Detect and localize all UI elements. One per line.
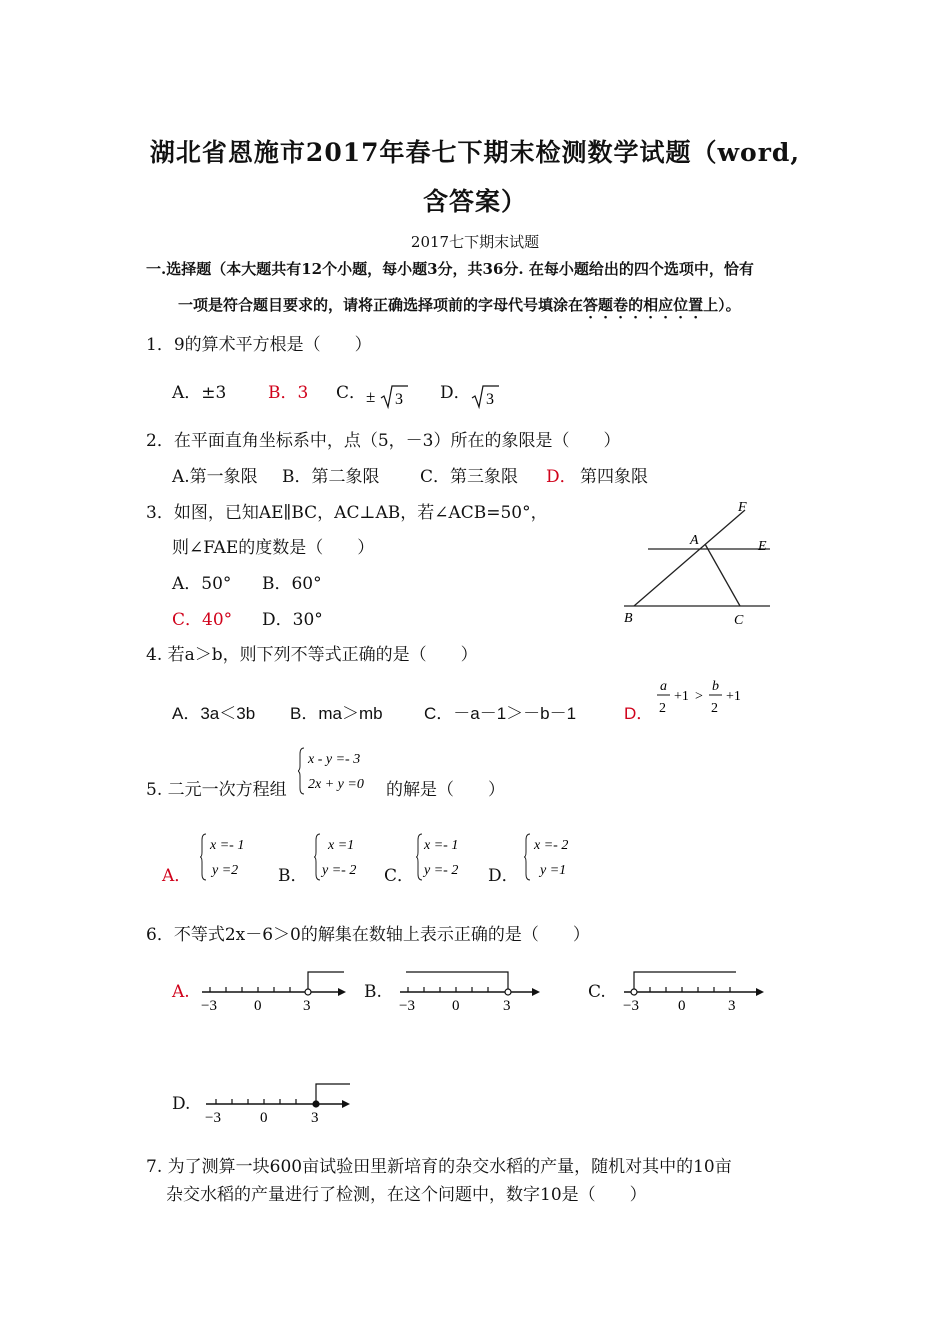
line-bf xyxy=(634,510,745,606)
q4-option-c: C．－a－1＞－b－1 xyxy=(424,704,577,723)
q1-stem: 1．9的算术平方根是（ ） xyxy=(146,335,372,355)
q6-option-c-label: C. xyxy=(588,982,606,1002)
equation-2: y =- 2 xyxy=(322,863,357,878)
number-line xyxy=(198,968,348,1014)
tick-label-0: 0 xyxy=(678,998,686,1014)
q5-option-a-system xyxy=(200,832,270,886)
tick-label-3: 3 xyxy=(728,998,736,1014)
arrow-head xyxy=(756,988,764,996)
q6-option-d-numberline xyxy=(202,1080,354,1130)
q1-option-d-expr xyxy=(470,382,504,414)
emphasis-char: 答 xyxy=(583,296,599,314)
greater-sign: > xyxy=(695,689,703,704)
tick-label-0: 0 xyxy=(452,998,460,1014)
q1-option-a: A．±3 xyxy=(172,383,227,403)
tick-label-neg3: −3 xyxy=(623,998,639,1014)
number-line xyxy=(202,1080,354,1126)
q3-option-a: A．50° xyxy=(172,574,232,594)
tick-label-3: 3 xyxy=(311,1110,319,1126)
denominator: 2 xyxy=(711,701,718,716)
equation-2: y =2 xyxy=(212,863,239,878)
section-heading-line1: 一.选择题（本大题共有12个小题，每小题3分，共36分. 在每小题给出的四个选项中，恰有 xyxy=(146,260,754,278)
tick-label-neg3: −3 xyxy=(205,1110,221,1126)
label-b: B xyxy=(624,611,633,626)
equation-system xyxy=(298,746,388,796)
plus-one: +1 xyxy=(726,689,741,704)
q5-option-c-label: C． xyxy=(384,866,415,886)
section-heading-part-a: 一项是符合题目要求的，请将正确选择项前的字母代号填涂在 xyxy=(178,296,584,314)
open-dot xyxy=(305,989,311,995)
page-title-line2: 含答案） xyxy=(422,187,527,216)
q2-option-b: B．第二象限 xyxy=(282,467,380,487)
q5-option-b-system xyxy=(314,832,384,886)
label-f: F xyxy=(738,500,747,515)
tick-label-3: 3 xyxy=(303,998,311,1014)
open-dot xyxy=(505,989,511,995)
q5-option-c-system xyxy=(416,832,486,886)
equation-1: x =- 1 xyxy=(210,838,245,853)
q6-option-a-numberline xyxy=(198,968,348,1018)
q1-option-d-label: D． xyxy=(440,383,471,403)
q6-option-b-numberline xyxy=(396,968,546,1018)
q3-stem-line2: 则∠FAE的度数是（ ） xyxy=(172,538,375,558)
label-e: E xyxy=(758,539,767,554)
ticks xyxy=(210,987,290,992)
q7-line1: 7. 为了测算一块600亩试验田里新培育的杂交水稻的产量，随机对其中的10亩 xyxy=(146,1157,732,1177)
q5-option-a-label: A． xyxy=(162,866,192,886)
emphasis-char: 题 xyxy=(598,296,614,314)
q6-option-d-label: D. xyxy=(172,1094,191,1114)
q6-stem: 6．不等式2x－6＞0的解集在数轴上表示正确的是（ ） xyxy=(146,925,590,945)
geometry-diagram xyxy=(620,496,780,632)
ticks xyxy=(216,1099,296,1104)
q4-option-d-expr xyxy=(654,676,754,724)
open-dot xyxy=(631,989,637,995)
emphasis-char: 位 xyxy=(673,296,689,314)
brace xyxy=(200,834,206,880)
brace xyxy=(314,834,320,880)
q3-option-c: C．40° xyxy=(172,610,233,630)
closed-dot xyxy=(313,1101,319,1107)
q2-option-d-text: 第四象限 xyxy=(580,467,648,487)
equation-2: y =1 xyxy=(540,863,567,878)
ticks xyxy=(650,987,730,992)
equation-1: x =- 2 xyxy=(534,838,569,853)
equation-system xyxy=(524,832,594,882)
equation-2: y =- 2 xyxy=(424,863,459,878)
tick-label-neg3: −3 xyxy=(201,998,217,1014)
q3-option-d: D．30° xyxy=(262,610,323,630)
solution-bracket xyxy=(316,1084,350,1104)
q7-line2: 杂交水稻的产量进行了检测，在这个问题中，数字10是（ ） xyxy=(166,1185,647,1205)
page-subtitle: 2017七下期末试题 xyxy=(410,233,540,251)
denominator: 2 xyxy=(659,701,666,716)
equation-system xyxy=(314,832,384,882)
plus-minus-sign: ± xyxy=(366,387,376,406)
page-title-line1: 湖北省恩施市2017年春七下期末检测数学试题（word, xyxy=(149,138,801,167)
brace xyxy=(524,834,530,880)
q1-option-c-expr xyxy=(364,382,414,414)
q4-stem: 4. 若a＞b，则下列不等式正确的是（ ） xyxy=(146,645,478,665)
brace xyxy=(416,834,422,880)
solution-bracket xyxy=(406,972,508,992)
equation-system xyxy=(200,832,270,882)
tick-label-0: 0 xyxy=(254,998,262,1014)
emphasis-char: 的 xyxy=(628,296,644,314)
sqrt-expression xyxy=(364,382,414,410)
emphasis-char: 卷 xyxy=(613,296,629,314)
tick-label-3: 3 xyxy=(503,998,511,1014)
equation-2: 2x + y =0 xyxy=(308,777,364,792)
q3-stem-line1: 3．如图，已知AE∥BC，AC⊥AB，若∠ACB=50°， xyxy=(146,503,548,523)
section-heading-part-b: 上）。 xyxy=(703,296,741,314)
q2-option-d-label: D． xyxy=(546,467,577,487)
line-ac xyxy=(705,544,740,606)
number-line xyxy=(620,968,770,1014)
tick-label-0: 0 xyxy=(260,1110,268,1126)
q5-system xyxy=(298,746,388,800)
q6-option-b-label: B. xyxy=(364,982,382,1002)
numerator-a: a xyxy=(660,679,667,694)
q5-option-d-system xyxy=(524,832,594,886)
q1-option-b: B．3 xyxy=(268,383,309,403)
q6-option-a-label: A. xyxy=(172,982,190,1002)
emphasis-char: 置 xyxy=(688,296,704,314)
equation-1: x - y =- 3 xyxy=(308,752,361,767)
q1-option-c-label: C． xyxy=(336,383,367,403)
arrow-head xyxy=(338,988,346,996)
equation-system xyxy=(416,832,486,882)
tick-label-neg3: −3 xyxy=(399,998,415,1014)
equation-1: x =1 xyxy=(328,838,355,853)
radicand: 3 xyxy=(395,391,403,408)
equation-1: x =- 1 xyxy=(424,838,459,853)
q6-option-c-numberline xyxy=(620,968,770,1018)
q5-stem-post: 的解是（ ） xyxy=(386,780,505,800)
q5-option-d-label: D． xyxy=(488,866,519,886)
emphasis-char: 相 xyxy=(643,296,659,314)
section-heading-line2 xyxy=(178,294,741,315)
number-line xyxy=(396,968,546,1014)
label-c: C xyxy=(734,613,744,628)
q2-option-c: C．第三象限 xyxy=(420,467,519,487)
q2-option-a: A.第一象限 xyxy=(172,467,258,487)
label-a: A xyxy=(690,533,699,548)
numerator-b: b xyxy=(712,679,719,694)
arrow-head xyxy=(532,988,540,996)
plus-one: +1 xyxy=(674,689,689,704)
q5-stem-pre: 5. 二元一次方程组 xyxy=(146,780,287,800)
q4-option-b: B．ma＞mb xyxy=(290,704,383,723)
q2-stem: 2．在平面直角坐标系中，点（5，－3）所在的象限是（ ） xyxy=(146,431,621,451)
q3-option-b: B．60° xyxy=(262,574,322,594)
radicand: 3 xyxy=(486,391,494,408)
q5-option-b-label: B． xyxy=(278,866,308,886)
ticks xyxy=(408,987,488,992)
arrow-head xyxy=(342,1100,350,1108)
brace xyxy=(298,748,304,794)
solution-bracket xyxy=(634,972,736,992)
fraction-expression xyxy=(654,676,754,720)
emphasis-char: 应 xyxy=(658,296,674,314)
q4-option-a: A．3a＜3b xyxy=(172,704,256,723)
q4-option-d-label: D． xyxy=(624,704,654,723)
sqrt-expression xyxy=(470,382,504,410)
q3-figure xyxy=(620,496,780,636)
